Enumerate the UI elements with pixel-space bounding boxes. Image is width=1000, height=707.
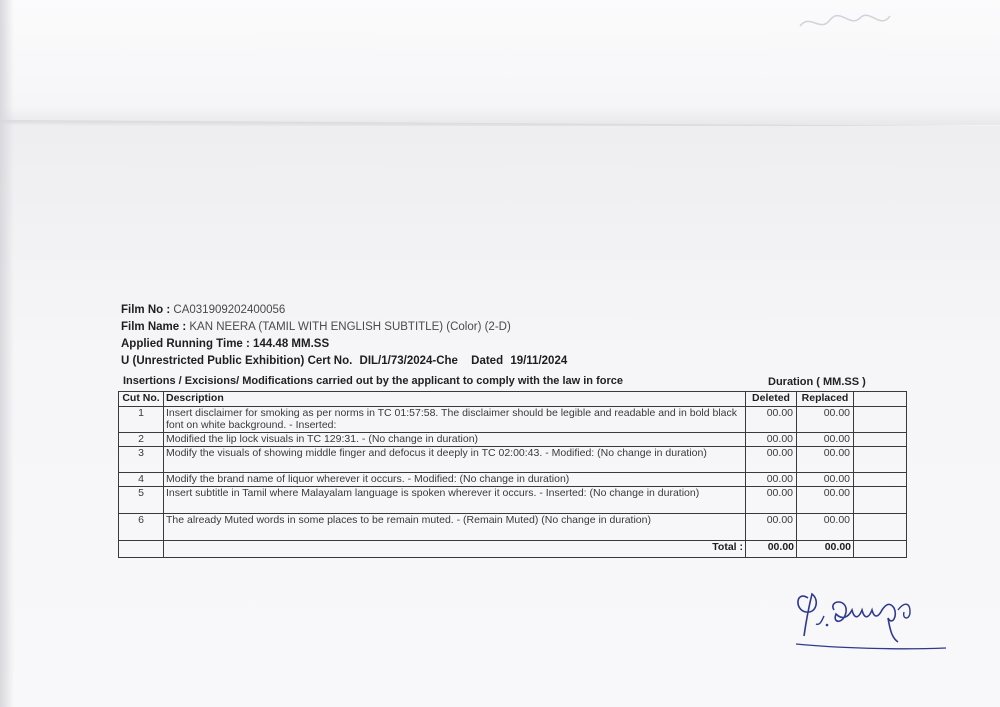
replaced-cell: 00.00: [797, 473, 854, 487]
table-row: [119, 447, 907, 473]
table-row: [119, 433, 907, 447]
extra-cell: [854, 514, 907, 541]
film-name-label: Film Name :: [121, 321, 187, 333]
replaced-cell: 00.00: [797, 514, 854, 541]
cut-no-header: Cut No.: [119, 392, 164, 407]
cut-no-cell: 6: [119, 514, 164, 541]
total-replaced: 00.00: [797, 541, 854, 558]
extra-cell: [854, 407, 907, 433]
cut-no-cell: 1: [119, 407, 164, 433]
cuts-table: [118, 391, 907, 558]
extra-cell: [854, 473, 907, 487]
film-name-value: KAN NEERA (TAMIL WITH ENGLISH SUBTITLE) (Color) (2-D): [189, 321, 511, 333]
deleted-cell: 00.00: [746, 447, 797, 473]
total-blank-cell: [119, 541, 164, 558]
running-time-value: 144.48 MM.SS: [253, 338, 330, 350]
total-extra-cell: [854, 541, 907, 558]
description-cell: Modified the lip lock visuals in TC 129:31. - (No change in duration): [164, 433, 746, 447]
deleted-cell: 00.00: [746, 407, 797, 433]
corner-scribble-icon: [795, 8, 895, 38]
modifications-caption: Insertions / Excisions/ Modifications carried out by the applicant to comply with the law in force: [123, 375, 623, 387]
total-deleted: 00.00: [746, 541, 797, 558]
extra-cell: [854, 433, 907, 447]
description-header: Description: [164, 392, 746, 407]
certificate-label: U (Unrestricted Public Exhibition) Cert No.: [121, 355, 353, 367]
certificate-value: DIL/1/73/2024-Che: [359, 355, 458, 367]
replaced-cell: 00.00: [797, 447, 854, 473]
dated-value: 19/11/2024: [510, 355, 568, 367]
extra-header: [854, 392, 907, 407]
total-label: Total :: [164, 541, 746, 558]
deleted-cell: 00.00: [746, 433, 797, 447]
film-name-line: [121, 321, 511, 333]
deleted-cell: 00.00: [746, 487, 797, 514]
table-header-row: [119, 392, 907, 407]
running-time-label: Applied Running Time :: [121, 338, 250, 350]
film-no-line: [121, 304, 285, 316]
duration-heading: Duration ( MM.SS ): [768, 376, 866, 388]
description-cell: The already Muted words in some places to be remain muted. - (Remain Muted) (No change in duration): [164, 514, 746, 541]
deleted-cell: 00.00: [746, 473, 797, 487]
running-time-line: [121, 338, 329, 350]
dated-label: Dated: [471, 355, 504, 367]
film-no-label: Film No :: [121, 304, 171, 316]
extra-cell: [854, 487, 907, 514]
description-cell: Insert subtitle in Tamil where Malayalam language is spoken wherever it occurs. - Inserted: (No change in duration): [164, 487, 746, 514]
cut-no-cell: 2: [119, 433, 164, 447]
signature-icon: [786, 580, 956, 655]
total-row: [119, 541, 907, 558]
table-row: [119, 514, 907, 541]
description-cell: Modify the visuals of showing middle finger and defocus it deeply in TC 02:00:43. - Modified: (No change in duration): [164, 447, 746, 473]
replaced-cell: 00.00: [797, 487, 854, 514]
table-row: [119, 487, 907, 514]
extra-cell: [854, 447, 907, 473]
description-cell: Insert disclaimer for smoking as per norms in TC 01:57:58. The disclaimer should be legible and readable and in bold black font on white background. - Inserted:: [164, 407, 746, 433]
cut-no-cell: 3: [119, 447, 164, 473]
deleted-cell: 00.00: [746, 514, 797, 541]
replaced-cell: 00.00: [797, 433, 854, 447]
description-cell: Modify the brand name of liquor wherever it occurs. - Modified: (No change in duration): [164, 473, 746, 487]
film-no-value: CA031909202400056: [173, 304, 286, 316]
certificate-line: [121, 355, 567, 367]
cut-no-cell: 5: [119, 487, 164, 514]
replaced-cell: 00.00: [797, 407, 854, 433]
deleted-header: Deleted: [746, 392, 797, 407]
table-row: [119, 473, 907, 487]
table-row: [119, 407, 907, 433]
cut-no-cell: 4: [119, 473, 164, 487]
paper-left-shadow: [0, 0, 14, 707]
replaced-header: Replaced: [797, 392, 854, 407]
